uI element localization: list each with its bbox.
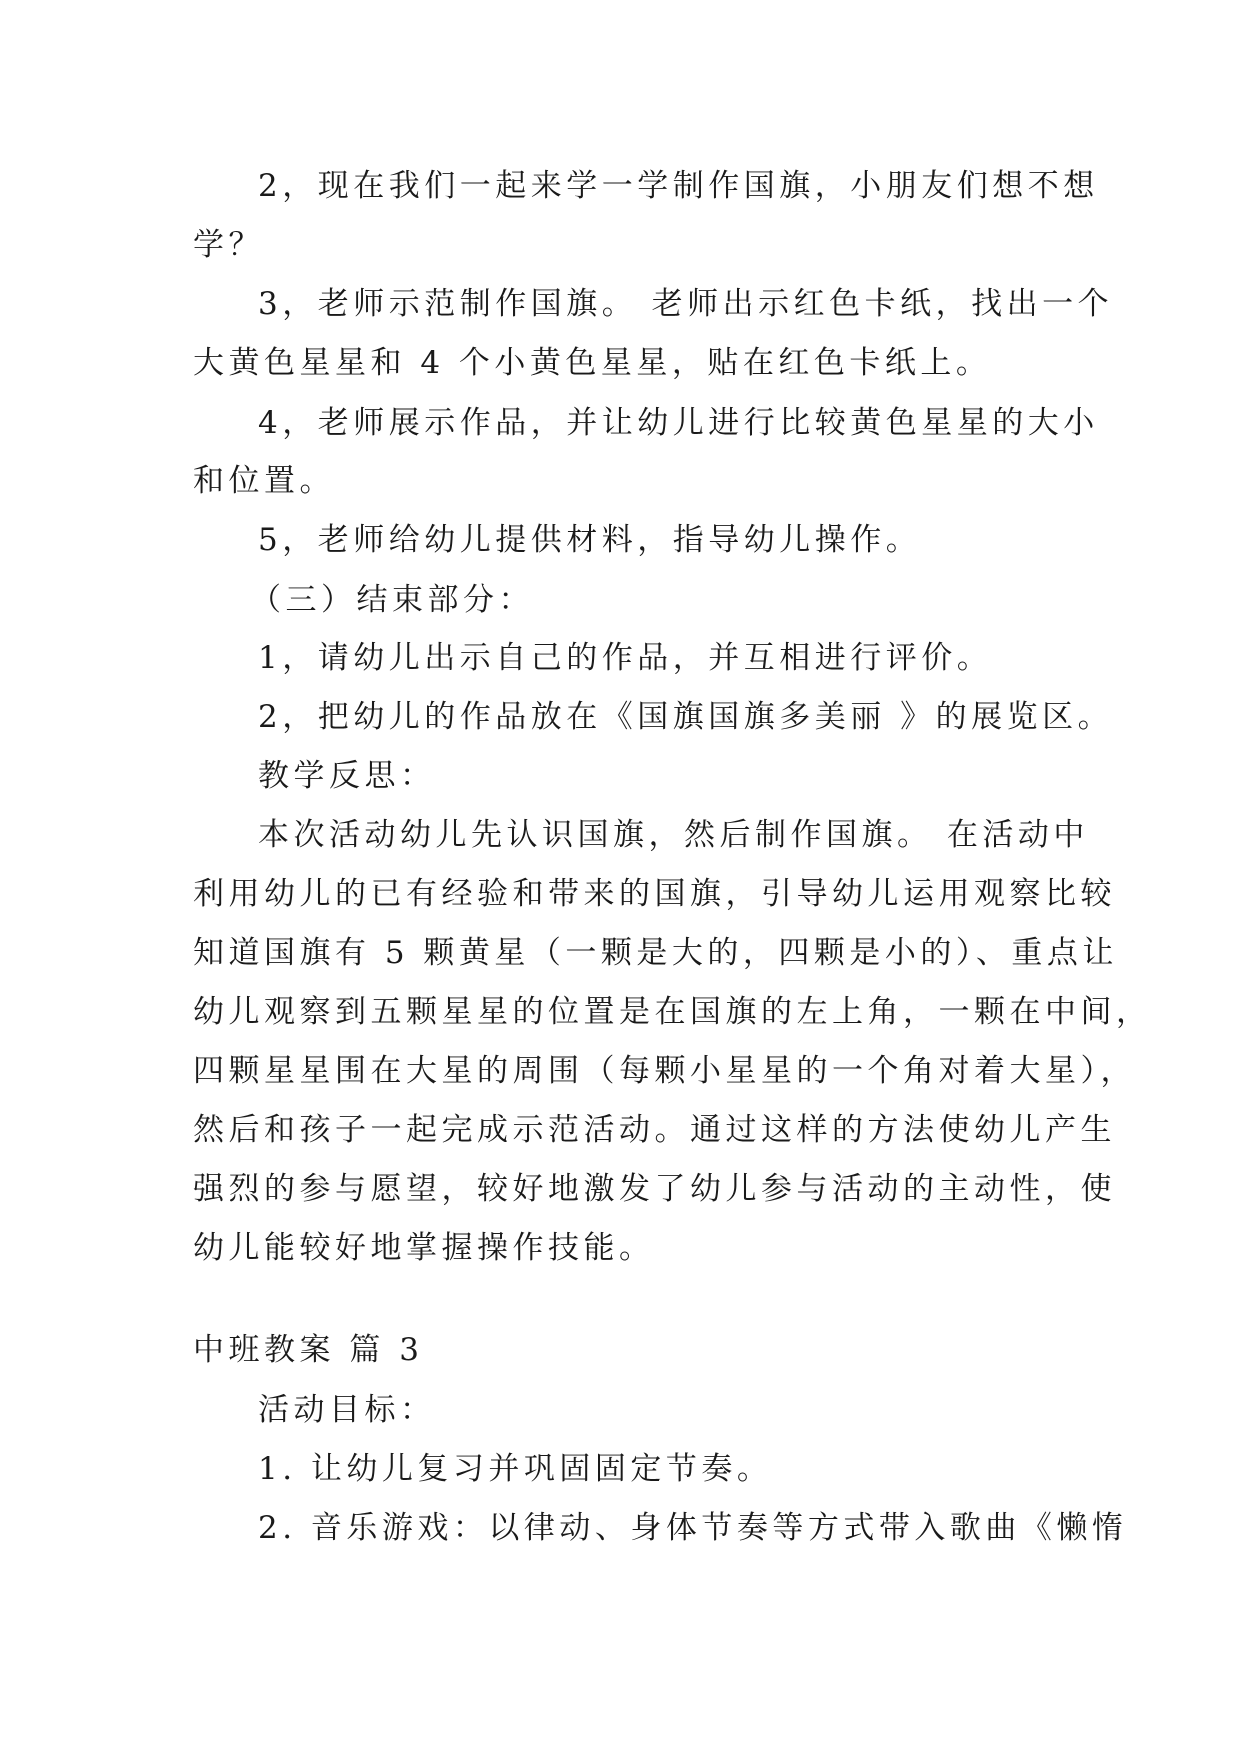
paragraph-line: 幼儿观察到五颗星星的位置是在国旗的左上角，一颗在中间，: [193, 994, 1152, 1030]
section-heading: 教学反思：: [258, 758, 436, 794]
paragraph-line: 本次活动幼儿先认识国旗，然后制作国旗。 在活动中: [258, 817, 1089, 853]
paragraph-line: 利用幼儿的已有经验和带来的国旗，引导幼儿运用观察比较: [193, 876, 1116, 912]
paragraph-line: 3，老师示范制作国旗。 老师出示红色卡纸，找出一个: [258, 286, 1114, 322]
paragraph-line: 幼儿能较好地掌握操作技能。: [193, 1230, 655, 1266]
paragraph-line: 大黄色星星和 4 个小黄色星星，贴在红色卡纸上。: [193, 345, 992, 381]
paragraph-line: 1，请幼儿出示自己的作品，并互相进行评价。: [258, 640, 993, 676]
paragraph-line: 5，老师给幼儿提供材料，指导幼儿操作。: [258, 522, 922, 558]
section-heading: （三）结束部分：: [250, 582, 534, 618]
paragraph-line: 1. 让幼儿复习并巩固固定节奏。: [258, 1451, 773, 1487]
paragraph-line: 强烈的参与愿望，较好地激发了幼儿参与活动的主动性，使: [193, 1171, 1116, 1207]
paragraph-line: 学？: [193, 227, 264, 263]
paragraph-line: 知道国旗有 5 颗黄星（一颗是大的，四颗是小的）、重点让: [193, 935, 1118, 971]
paragraph-line: 4，老师展示作品，并让幼儿进行比较黄色星星的大小: [258, 405, 1099, 441]
paragraph-line: 四颗星星围在大星的周围（每颗小星星的一个角对着大星），: [193, 1053, 1136, 1089]
section-title: 中班教案 篇 3: [193, 1332, 424, 1368]
paragraph-line: 然后和孩子一起完成示范活动。通过这样的方法使幼儿产生: [193, 1112, 1116, 1148]
section-heading: 活动目标：: [258, 1392, 436, 1428]
paragraph-line: 2. 音乐游戏：以律动、身体节奏等方式带入歌曲《懒惰: [258, 1510, 1128, 1546]
paragraph-line: 2，把幼儿的作品放在《国旗国旗多美丽 》的展览区。: [258, 699, 1114, 735]
paragraph-line: 2，现在我们一起来学一学制作国旗，小朋友们想不想: [258, 168, 1099, 204]
paragraph-line: 和位置。: [193, 463, 335, 499]
